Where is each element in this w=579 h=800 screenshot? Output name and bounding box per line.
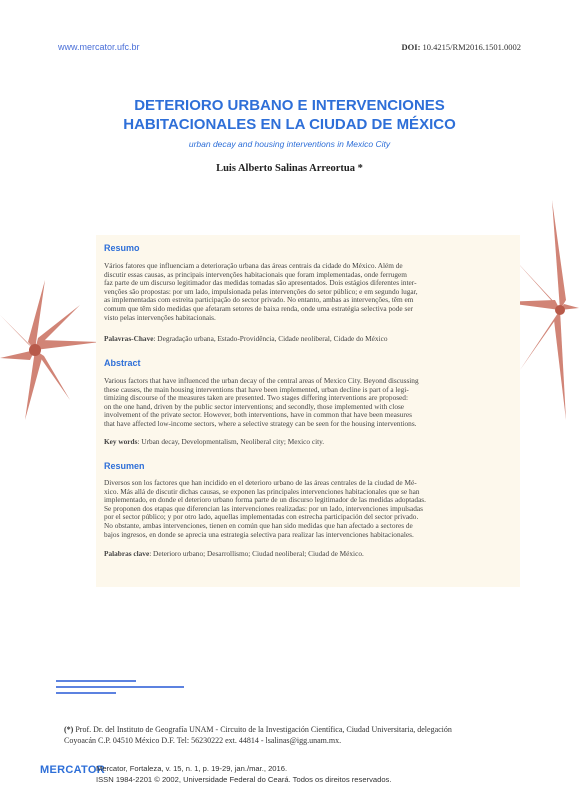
- abstract-heading: Abstract: [104, 358, 141, 368]
- doi-reference: [402, 42, 521, 52]
- footnote-line-1: [64, 725, 524, 736]
- abstract-line: Various factors that have influenced the urban decay of the central areas of Mexico City. Beyond discussing: [104, 376, 419, 385]
- mercator-logo: MERCATOR: [40, 764, 105, 776]
- resumen-line: Diversos son los factores que han incidido en el deterioro urbano de las áreas centrales de la ciudad de Mé-: [104, 478, 417, 487]
- article-subtitle: urban decay and housing interventions in Mexico City: [188, 139, 391, 149]
- resumo-line: discutir essas causas, as principais intervenções habitacionais que foram implementadas, onde ferrugem: [104, 269, 407, 279]
- resumen-line: No obstante, ambas intervenciones, tienen en común que han sido medidas que han afectado a sectores de: [104, 520, 413, 530]
- resumen-keywords: [104, 549, 514, 558]
- abstract-keywords-text: : Urban decay, Developmentalism, Neoliberal city; Mexico city.: [137, 437, 325, 446]
- title-line-2: HABITACIONALES EN LA CIUDAD DE MÉXICO: [123, 116, 456, 133]
- resumo-keywords: [104, 334, 514, 343]
- abstract-line: that have affected low-income sectors, where a selective strategy can be seen for the housing interventions.: [104, 418, 417, 428]
- resumo-keywords-label: Palavras-Chave: [104, 334, 154, 343]
- resumo-line: venções são propostas: por um lado, impulsionada pelas intervenções do setor público; e em segundo lugar,: [104, 286, 418, 296]
- abstract-line: involvement of the private sector. However, both interventions, have in common that have been measures: [104, 410, 412, 420]
- resumo-heading: Resumo: [104, 243, 140, 253]
- resumo-body: [104, 262, 514, 322]
- abstract-line: on the one hand, driven by the public sector interventions; and secondly, those implemented with close: [104, 401, 405, 411]
- footnote-marker: (*): [64, 725, 74, 734]
- abstract-keywords: [104, 437, 514, 446]
- footnote-line-2: Coyoacán C.P. 04510 México D.F. Tel: 56230222 ext. 44814 - lsalinas@igg.unam.mx.: [64, 735, 342, 745]
- decorative-bar: [56, 686, 184, 688]
- title-line-1: DETERIORO URBANO E INTERVENCIONES: [134, 97, 445, 114]
- resumo-line: Vários fatores que influenciam a deterioração urbana das áreas centrais da cidade do México. Além de: [104, 261, 403, 270]
- resumen-keywords-text: : Deterioro urbano; Desarrollismo; Ciudad neoliberal; Ciudad de México.: [149, 549, 364, 558]
- resumen-line: bajos ingresos, en donde se aprecia una estrategia selectiva para realizar las intervenciones habitacionales.: [104, 529, 414, 539]
- resumo-line: comum que têm sido medidas que afetaram setores de baixa renda, onde uma estratégia selectiva pode ser: [104, 303, 413, 313]
- resumo-line: as implementadas com estreita participação do sector privado. No entanto, ambas as intervenções, têm em: [104, 295, 414, 305]
- article-title: [0, 96, 579, 134]
- author-footnote: [64, 725, 524, 746]
- resumen-line: por el sector público; y por otro lado, aquellas implementadas con estrecha participación del sector privado.: [104, 512, 419, 522]
- doi-label: DOI:: [401, 42, 421, 52]
- footnote-affiliation: Prof. Dr. del Instituto de Geografía UNAM - Circuito de la Investigación Científica, Ciudad Universitaria, delegación: [73, 725, 452, 734]
- journal-citation: [96, 763, 391, 785]
- issn-copyright: ISSN 1984-2201 © 2002, Universidade Federal do Ceará. Todos os direitos reservados.: [96, 775, 392, 784]
- decorative-bar: [56, 692, 116, 694]
- resumen-body: [104, 479, 514, 539]
- resumen-line: Se proponen dos etapas que diferencian las intervenciones realizadas: por un lado, intervenciones impulsadas: [104, 503, 423, 513]
- resumo-line: faz parte de um discurso legitimador das medidas tomadas são apresentados. Dois estágios diferentes inter-: [104, 278, 417, 288]
- resumo-keywords-text: : Degradação urbana, Estado-Providência, Cidade neoliberal, Cidade do México: [153, 334, 388, 343]
- resumo-line: visto pelas intervenções habitacionais.: [104, 312, 216, 322]
- resumen-line: implementado, en donde el deterioro urbano forma parte de un discurso legitimador de las medidas adoptadas.: [104, 495, 426, 505]
- citation-line: Mercator, Fortaleza, v. 15, n. 1, p. 19-29, jan./mar., 2016.: [96, 764, 288, 773]
- resumen-heading: Resumen: [104, 461, 145, 471]
- journal-url-link[interactable]: www.mercator.ufc.br: [58, 42, 140, 52]
- compass-star-decoration-left: [0, 280, 100, 420]
- author-name: Luis Alberto Salinas Arreortua *: [216, 163, 363, 174]
- decorative-bar: [56, 680, 136, 682]
- abstract-body: [104, 377, 514, 429]
- resumen-line: xico. Más allá de discutir dichas causas, se exponen las principales intervenciones habitacionales que se han: [104, 486, 420, 496]
- resumen-keywords-label: Palabras clave: [104, 549, 150, 558]
- abstract-keywords-label: Key words: [104, 437, 138, 446]
- abstract-line: these causes, the main housing interventions that have been implemented, urban decline is part of a legi-: [104, 384, 409, 394]
- abstract-line: timizing discourse of the measures taken are presented. Two stages differing interventions are proposed:: [104, 393, 408, 403]
- doi-value: 10.4215/RM2016.1501.0002: [422, 42, 521, 52]
